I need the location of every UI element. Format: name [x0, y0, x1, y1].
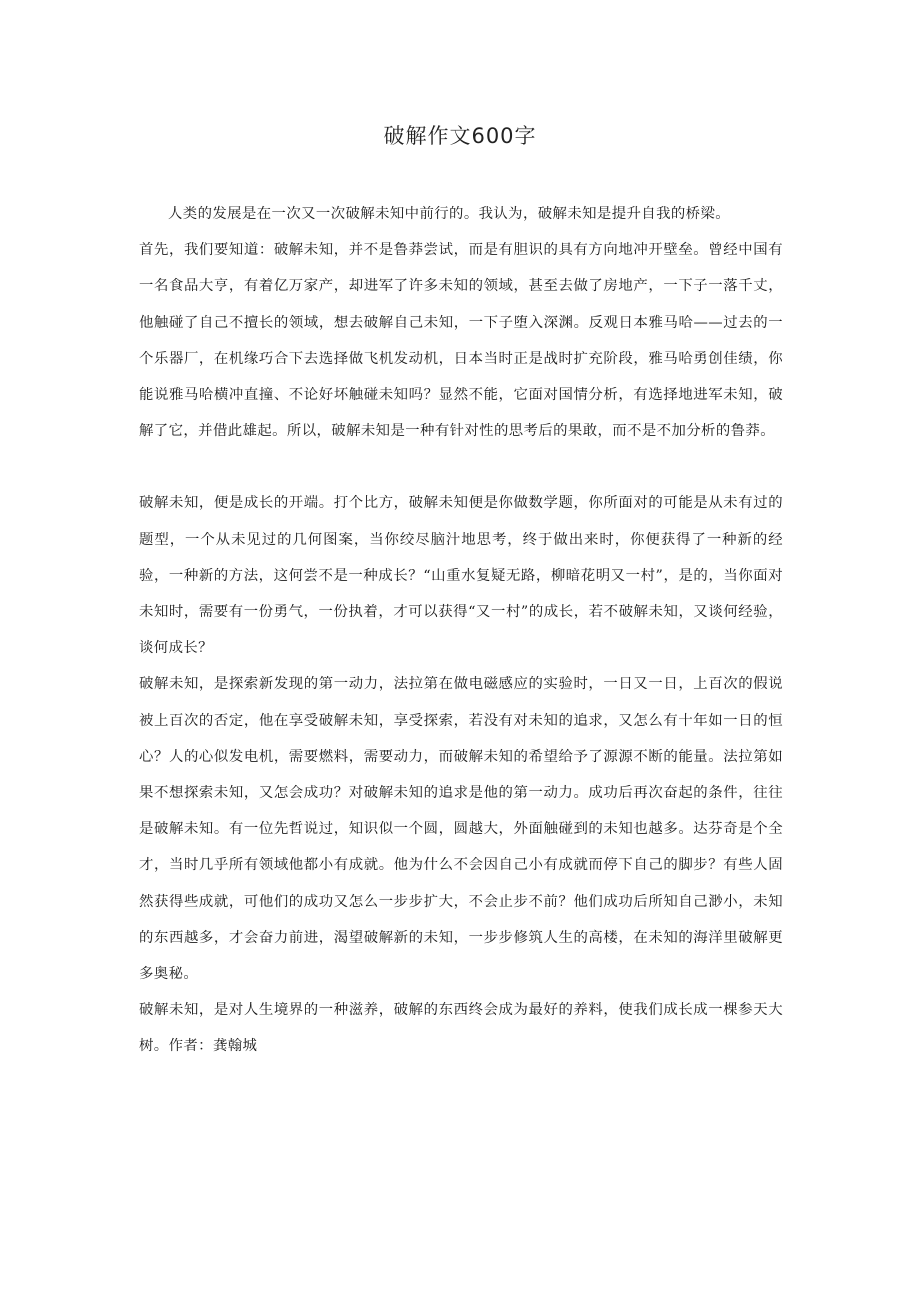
paragraph-first-point: 首先，我们要知道：破解未知，并不是鲁莽尝试，而是有胆识的具有方向地冲开壁垒。曾经中国有一名食品大亨，有着亿万家产，却进军了许多未知的领域，甚至去做了房地产，一下子一落千丈，他触碰了自己不擅长的领域，想去破解自己未知，一下子堕入深渊。反观日本雅马哈——过去的一个乐器厂，在机缘巧合下去选择做飞机发动机，日本当时正是战时扩充阶段，雅马哈勇创佳绩，你能说雅马哈横冲直撞、不论好坏触碰未知吗？显然不能，它面对国情分析，有选择地进军未知，破解了它，并借此雄起。所以，破解未知是一种有针对性的思考后的果敢，而不是不加分析的鲁莽。	[139, 242, 783, 440]
document-body	[139, 196, 783, 1065]
document-title: 破解作文600字	[383, 124, 537, 148]
paragraph-second-point: 破解未知，便是成长的开端。打个比方，破解未知便是你做数学题，你所面对的可能是从未有过的题型，一个从未见过的几何图案，当你绞尽脑汁地思考，终于做出来时，你便获得了一种新的经验，一种新的方法，这何尝不是一种成长？“山重水复疑无路，柳暗花明又一村”，是的，当你面对未知时，需要有一份勇气，一份执着，才可以获得“又一村”的成长，若不破解未知，又谈何经验，谈何成长？	[139, 495, 783, 657]
paragraph-spacer	[139, 449, 783, 485]
paragraph-third-point: 破解未知，是探索新发现的第一动力，法拉第在做电磁感应的实验时，一日又一日，上百次的假说被上百次的否定，他在享受破解未知，享受探索，若没有对未知的追求，又怎么有十年如一日的恒心？人的心似发电机，需要燃料，需要动力，而破解未知的希望给予了源源不断的能量。法拉第如果不想探索未知，又怎会成功？对破解未知的追求是他的第一动力。成功后再次奋起的条件，往往是破解未知。有一位先哲说过，知识似一个圆，圆越大，外面触碰到的未知也越多。达芬奇是个全才，当时几乎所有领域他都小有成就。他为什么不会因自己小有成就而停下自己的脚步？有些人固然获得些成就，可他们的成功又怎么一步步扩大，不会止步不前？他们成功后所知自己渺小，未知的东西越多，才会奋力前进，渴望破解新的未知，一步步修筑人生的高楼，在未知的海洋里破解更多奥秘。	[139, 676, 783, 983]
paragraph-conclusion: 破解未知，是对人生境界的一种滋养，破解的东西终会成为最好的养料，使我们成长成一棵参天大树。作者：龚翰城	[139, 1002, 783, 1055]
paragraph-intro: 人类的发展是在一次又一次破解未知中前行的。我认为，破解未知是提升自我的桥梁。	[168, 206, 731, 222]
